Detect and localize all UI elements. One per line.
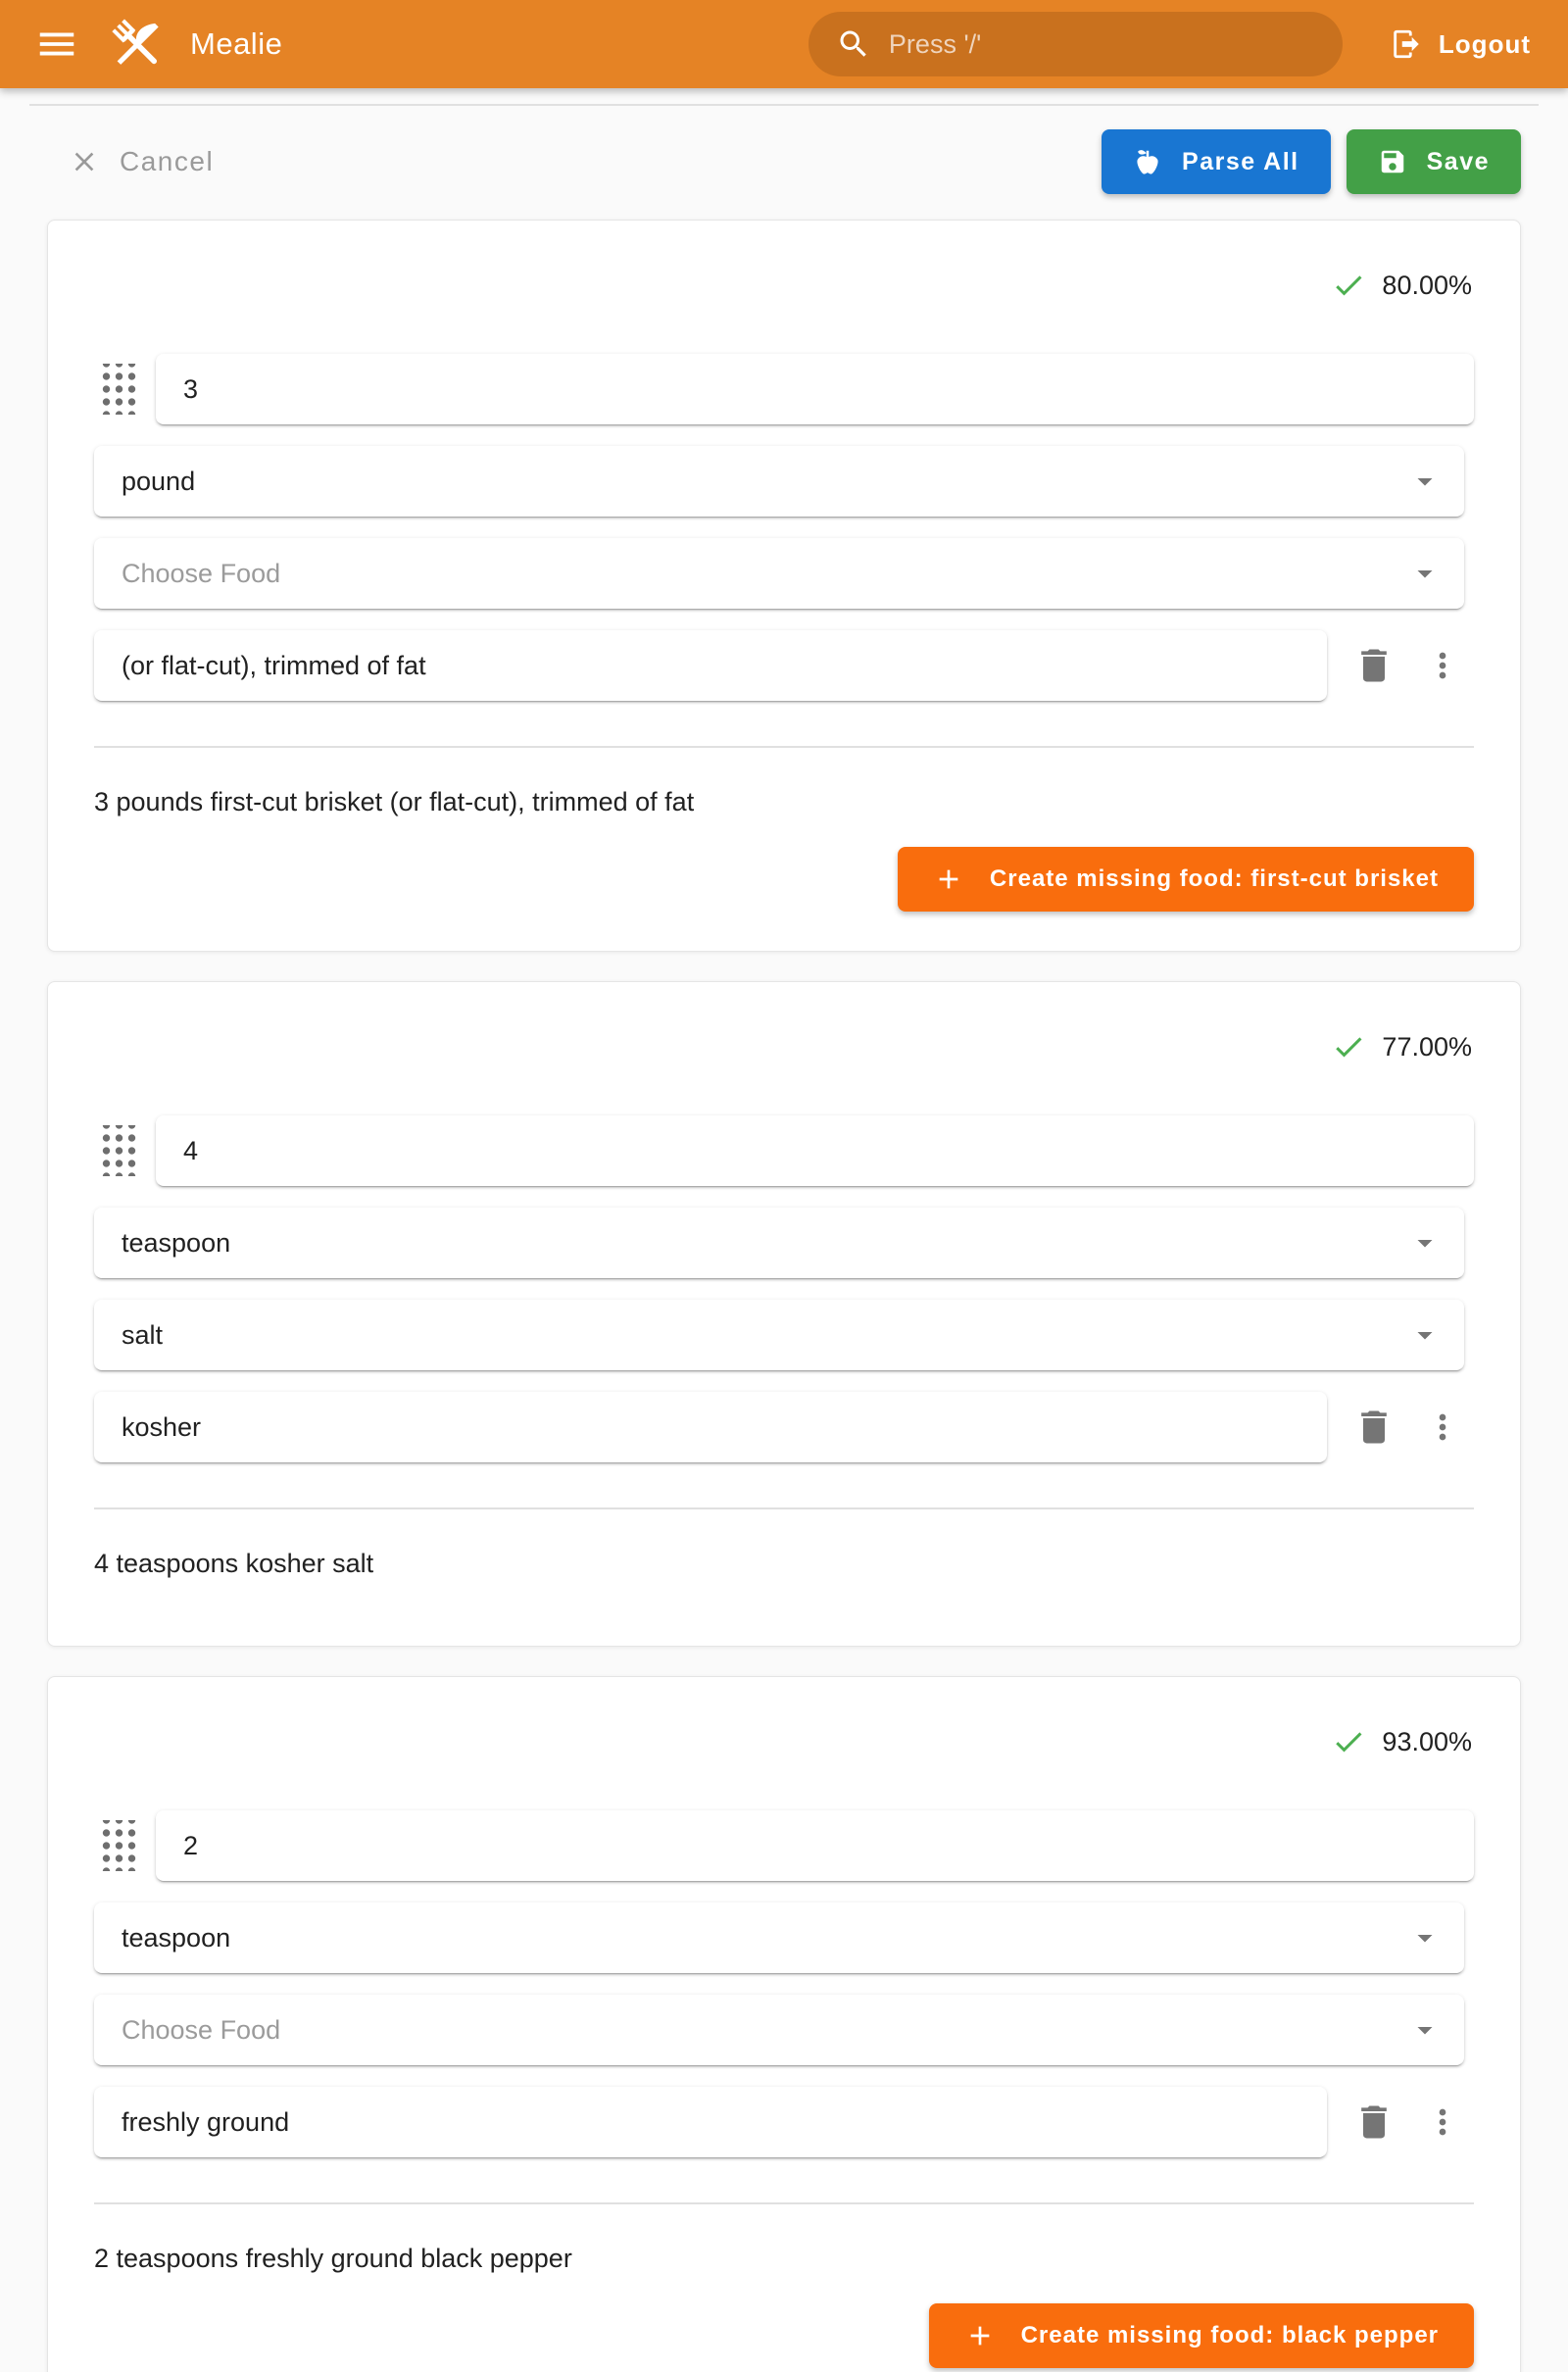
quantity-input[interactable] (156, 354, 1474, 424)
logout-label: Logout (1438, 28, 1531, 59)
unit-select-value: pound (122, 466, 196, 496)
food-select[interactable] (94, 538, 1464, 609)
floppy-save-icon (1378, 147, 1407, 176)
food-select-placeholder: Choose Food (122, 2014, 281, 2045)
ingredient-parser-list (0, 220, 1568, 2372)
cancel-button[interactable] (69, 146, 214, 177)
save-button[interactable] (1347, 129, 1521, 194)
confidence-value: 93.00% (1382, 1726, 1472, 1756)
create-missing-food-label: Create missing food: black pepper (1020, 2322, 1439, 2348)
check-icon (1331, 1029, 1366, 1064)
app-header (0, 0, 1568, 88)
confidence-value: 80.00% (1382, 270, 1472, 300)
chevron-down-icon (1407, 2012, 1443, 2048)
chevron-down-icon (1407, 556, 1443, 591)
food-select-placeholder: Choose Food (122, 558, 281, 588)
chevron-down-icon (1407, 464, 1443, 499)
plus-icon (933, 864, 964, 895)
confidence-badge (94, 1724, 1472, 1759)
apple-icon (1133, 147, 1162, 176)
trash-icon (1352, 2100, 1396, 2144)
food-select[interactable] (94, 1300, 1464, 1370)
search-bar[interactable] (808, 12, 1343, 76)
check-icon (1331, 1724, 1366, 1759)
divider (94, 1507, 1474, 1509)
quantity-input[interactable] (156, 1115, 1474, 1186)
divider (94, 746, 1474, 748)
dots-vertical-icon (1423, 1408, 1462, 1447)
search-icon (836, 26, 871, 62)
divider (94, 2202, 1474, 2204)
food-select[interactable] (94, 1995, 1464, 2065)
logout-button[interactable] (1384, 18, 1537, 71)
app-title: Mealie (190, 26, 283, 61)
dots-vertical-icon (1423, 646, 1462, 685)
drag-handle[interactable] (100, 1125, 138, 1176)
more-options-button[interactable] (1423, 2102, 1462, 2142)
crossed-silverware-icon (106, 13, 169, 75)
parse-all-button[interactable] (1102, 129, 1331, 194)
original-ingredient-text: 2 teaspoons freshly ground black pepper (94, 2244, 572, 2273)
delete-ingredient-button[interactable] (1352, 2100, 1396, 2144)
note-input[interactable] (94, 1392, 1327, 1462)
confidence-value: 77.00% (1382, 1031, 1472, 1062)
confidence-badge (94, 1029, 1472, 1064)
more-options-button[interactable] (1423, 646, 1462, 685)
unit-select-value: teaspoon (122, 1922, 231, 1952)
ingredient-card (47, 1676, 1521, 2372)
menu-icon (34, 22, 79, 67)
dots-vertical-icon (1423, 2102, 1462, 2142)
plus-icon (964, 2320, 996, 2351)
drag-handle[interactable] (100, 364, 138, 415)
more-options-button[interactable] (1423, 1408, 1462, 1447)
trash-icon (1352, 644, 1396, 687)
delete-ingredient-button[interactable] (1352, 644, 1396, 687)
ingredient-card (47, 220, 1521, 952)
drag-handle[interactable] (100, 1820, 138, 1871)
editor-toolbar (0, 106, 1568, 220)
create-missing-food-label: Create missing food: first-cut brisket (989, 865, 1439, 892)
unit-select[interactable] (94, 446, 1464, 517)
create-missing-food-button[interactable] (929, 2303, 1474, 2368)
quantity-input[interactable] (156, 1810, 1474, 1881)
logout-icon (1390, 27, 1423, 61)
create-missing-food-button[interactable] (898, 847, 1474, 912)
note-input[interactable] (94, 630, 1327, 701)
chevron-down-icon (1407, 1225, 1443, 1260)
confidence-badge (94, 268, 1472, 303)
unit-select[interactable] (94, 1903, 1464, 1973)
unit-select[interactable] (94, 1208, 1464, 1278)
original-ingredient-text: 4 teaspoons kosher salt (94, 1549, 374, 1578)
original-ingredient-text: 3 pounds first-cut brisket (or flat-cut), trimmed of fat (94, 787, 695, 816)
ingredient-card (47, 981, 1521, 1647)
note-input[interactable] (94, 2087, 1327, 2157)
delete-ingredient-button[interactable] (1352, 1406, 1396, 1449)
search-input[interactable] (889, 29, 1315, 60)
chevron-down-icon (1407, 1317, 1443, 1353)
food-select-value: salt (122, 1319, 164, 1350)
check-icon (1331, 268, 1366, 303)
cancel-label: Cancel (120, 146, 215, 176)
chevron-down-icon (1407, 1920, 1443, 1955)
close-icon (69, 146, 100, 177)
unit-select-value: teaspoon (122, 1227, 231, 1258)
trash-icon (1352, 1406, 1396, 1449)
save-label: Save (1426, 147, 1490, 175)
hamburger-menu-button[interactable] (29, 17, 84, 72)
parse-all-label: Parse All (1182, 147, 1299, 175)
